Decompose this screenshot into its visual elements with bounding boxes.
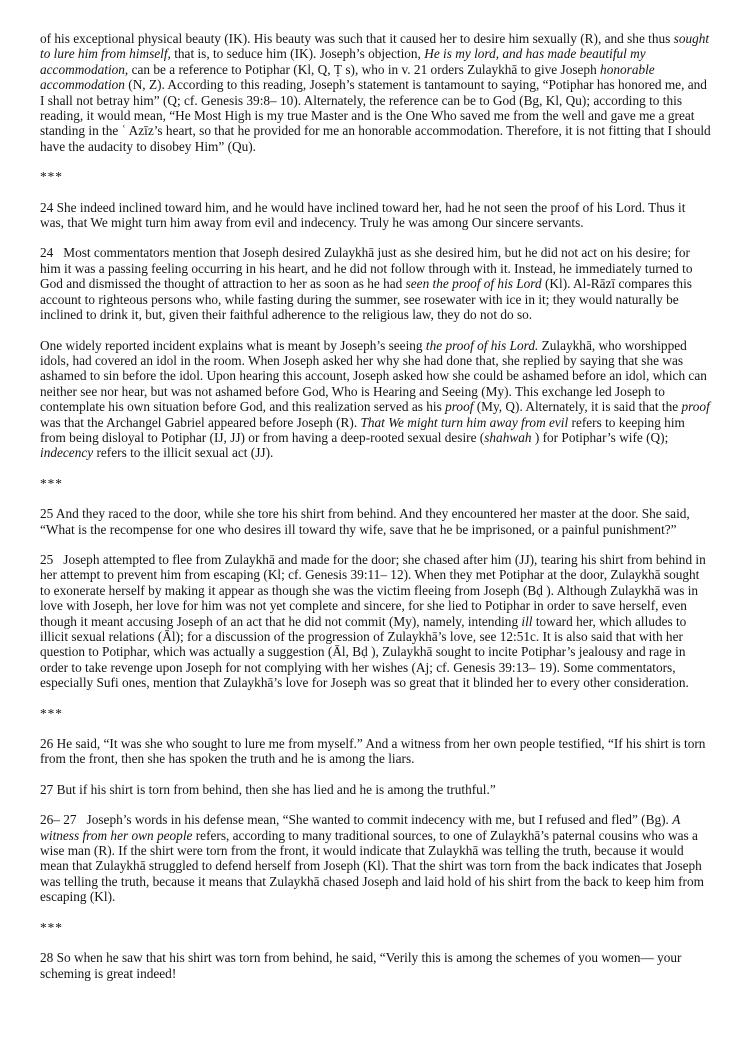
verse-25-text: 25 And they raced to the door, while she tore his shirt from behind. And they encountered her master at the door. She said, “What is the recompense for one who desires ill toward thy wife, save that he be imprisoned, or a painful punishment?”: [40, 506, 690, 537]
section-separator-2: ***: [40, 475, 63, 491]
verse-28-text: 28 So when he saw that his shirt was torn from behind, he said, “Verily this is among the schemes of you women— your scheming is great indeed!: [40, 950, 682, 981]
verse-27-text: 27 But if his shirt is torn from behind, then she has lied and he is among the truthful.”: [40, 781, 496, 797]
commentary-continuation-paragraph: of his exceptional physical beauty (IK). His beauty was such that it caused her to desire him sexually (R), and she thus sought to lure him from himself, that is, to seduce him (IK). Joseph’s objection, He is my lord, and has made beautiful my accommodation, can be a reference to Potiphar (Kl, Q, Ṭ s), who in v. 21 orders Zulaykhā to give Joseph honorable accommodation (N, Z). According to this reading, Joseph’s statement is tantamount to saying, “Potiphar has honored me, and I shall not betray him” (Q; cf. Genesis 39:8– 10). Alternately, the reference can be to God (Bg, Kl, Qu); according to this reading, it would mean, “He Most High is my true Master and is the One Who saved me from the well and gave me a great standing in the ʿ Azīz’s heart, so that he provided for me an honorable accommodation. Therefore, it is not fitting that I should have the audacity to disobey Him” (Qu).: [40, 31, 711, 154]
section-separator-3: ***: [40, 705, 63, 721]
commentary-26-27-paragraph: 26– 27 Joseph’s words in his defense mean, “She wanted to commit indecency with me, but I refused and fled” (Bg). A witness from her own people refers, according to many traditional sources, to one of Zulaykhā’s paternal cousins who was a wise man (R). If the shirt were torn from the front, it would indicate that Zulaykhā was telling the truth, because it would mean that Zulaykhā struggled to defend herself from Joseph (Kl). That the shirt was torn from the back indicates that Joseph was telling the truth, because it means that Zulaykhā chased Joseph and laid hold of his shirt from the back to keep him from escaping (Kl).: [40, 812, 704, 905]
section-separator-1: ***: [40, 169, 63, 185]
verse-24-text: 24 She indeed inclined toward him, and he would have inclined toward her, had he not seen the proof of his Lord. Thus it was, that We might turn him away from evil and indecency. Truly he was among Our sincere servants.: [40, 199, 686, 231]
commentary-24-paragraph: 24 Most commentators mention that Joseph desired Zulaykhā just as she desired him, but he did not act on his desire; for him it was a passing feeling occurring in his heart, and he did not follow through with it. Instead, he immediately turned to God and dismissed the thought of attraction to her as soon as he had seen the proof of his Lord (Kl). Al-Rāzī compares this account to righteous persons who, while fasting during the summer, see rosewater with ice in it; they would naturally be inclined to drink it, but, given their faithful adherence to the religious law, they do not do so.: [40, 245, 693, 323]
verse-26-text: 26 He said, “It was she who sought to lure me from myself.” And a witness from her own people testified, “If his shirt is torn from the front, then she has spoken the truth and he is among the liars.: [40, 736, 706, 767]
commentary-25-paragraph: 25 Joseph attempted to flee from Zulaykhā and made for the door; she chased after him (JJ), tearing his shirt from behind in her attempt to prevent him from escaping (Kl; cf. Genesis 39:11– 12). When they met Potiphar at the door, Zulaykhā sought to exonerate herself by making it appear as though she was the victim fleeing from Joseph (Bḍ ). Although Zulaykhā was in love with Joseph, her love for him was not yet complete and sincere, for she lied to Potiphar in order to save herself, even though it meant accusing Joseph of an act that he did not commit (My), namely, intending ill toward her, which alludes to illicit sexual relations (Āl); for a discussion of the progression of Zulaykhā’s love, see 12:51c. It is also said that with her question to Potiphar, which was actually a suggestion (Āl, Bḍ ), Zulaykhā sought to incite Potiphar’s jealousy and rage in order to take revenge upon Joseph for not complying with her wishes (Aj; cf. Genesis 39:13– 19). Some commentators, especially Sufi ones, mention that Zulaykhā’s love for Joseph was so great that it blinded her to every other consideration.: [40, 551, 706, 691]
section-separator-4: ***: [40, 919, 63, 935]
commentary-24-paragraph-2: One widely reported incident explains what is meant by Joseph’s seeing the proof of his Lord. Zulaykhā, who worshipped idols, had covered an idol in the room. When Joseph asked her why she had done that, she replied by saying that she was ashamed to sin before the idol. Upon hearing this account, Joseph asked how she could be ashamed before an idol, which can neither see nor hear, but was not ashamed before God, Who is Hearing and Seeing (My). This exchange led Joseph to contemplate his own situation before God, and this realization served as his proof (My, Q). Alternately, it is said that the proof was that the Archangel Gabriel appeared before Joseph (R). That We might turn him away from evil refers to keeping him from being disloyal to Potiphar (IJ, JJ) or from having a deep-rooted sexual desire (shahwah ) for Potiphar’s wife (Q); indecency refers to the illicit sexual act (JJ).: [40, 337, 710, 461]
